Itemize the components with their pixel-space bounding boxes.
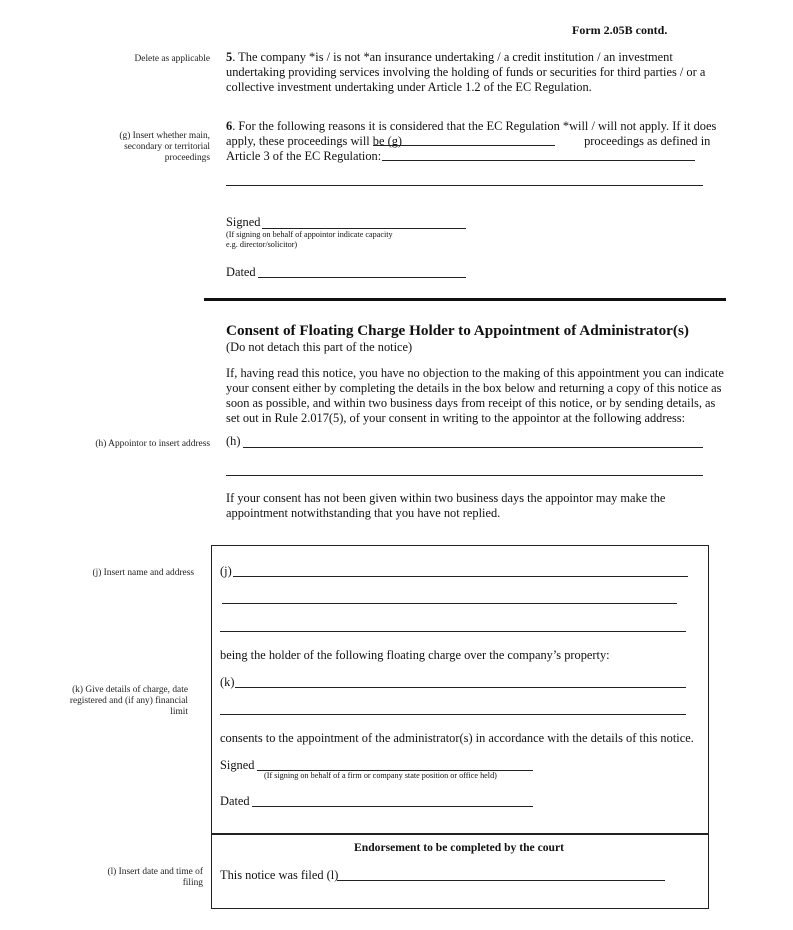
box-signed-label: Signed bbox=[220, 758, 255, 772]
section-5-line: undertaking providing services involving the holding of funds or securities for third parties / or a bbox=[226, 65, 706, 79]
consent-paragraph-line: set out in Rule 2.017(5), of your consent in writing to the appointor at the following address: bbox=[226, 411, 686, 425]
consent-deadline-note bbox=[226, 491, 665, 521]
consent-box bbox=[211, 545, 709, 835]
section-5-line: collective investment undertaking under Article 1.2 of the EC Regulation. bbox=[226, 80, 592, 94]
section-6-number: 6 bbox=[226, 119, 233, 133]
consent-paragraph-line: If, having read this notice, you have no objection to the making of this appointment you can indicate bbox=[226, 366, 724, 380]
appointor-signature-field[interactable] bbox=[262, 228, 466, 229]
margin-note-delete: Delete as applicable bbox=[134, 54, 210, 64]
proceedings-type-field[interactable] bbox=[373, 145, 555, 146]
charge-details-field[interactable] bbox=[235, 687, 686, 688]
margin-note-k-line: registered and (if any) financial bbox=[69, 696, 188, 706]
box-signed-note: (If signing on behalf of a firm or company state position or office held) bbox=[264, 771, 497, 780]
filing-datetime-field[interactable] bbox=[337, 880, 665, 881]
section-5-line: . The company *is / is not *an insurance undertaking / a credit institution / an investment bbox=[232, 50, 673, 64]
margin-note-g-line: secondary or territorial bbox=[124, 142, 210, 152]
h-label: (h) bbox=[226, 434, 241, 448]
holder-name-field[interactable] bbox=[233, 576, 688, 577]
section-divider bbox=[204, 298, 726, 301]
appointor-address-field[interactable] bbox=[243, 447, 703, 448]
consent-paragraph-line: soon as possible, and within two business days from receipt of this notice, or by sending details, as bbox=[226, 396, 716, 410]
signed-note bbox=[226, 230, 393, 250]
consent-subtitle: (Do not detach this part of the notice) bbox=[226, 340, 413, 354]
holder-text: being the holder of the following floating charge over the company’s property: bbox=[220, 648, 610, 662]
margin-note-k bbox=[40, 685, 188, 718]
charge-details-field-2[interactable] bbox=[220, 714, 686, 715]
box-dated-label: Dated bbox=[220, 794, 250, 808]
margin-note-l bbox=[40, 867, 203, 889]
margin-note-l-line: (l) Insert date and time of bbox=[107, 867, 203, 877]
margin-note-g bbox=[60, 131, 210, 164]
filed-label: This notice was filed (l) bbox=[220, 868, 339, 882]
signed-note-line: e.g. director/solicitor) bbox=[226, 240, 298, 249]
consent-deadline-line: appointment notwithstanding that you have not replied. bbox=[226, 506, 501, 520]
section-6-line: proceedings as defined in bbox=[584, 134, 711, 148]
margin-note-h: (h) Appointor to insert address bbox=[95, 439, 210, 449]
k-label: (k) bbox=[220, 675, 235, 689]
dated-label: Dated bbox=[226, 265, 256, 279]
margin-note-k-line: limit bbox=[170, 707, 188, 717]
margin-note-g-line: proceedings bbox=[164, 153, 210, 163]
margin-note-g-line: (g) Insert whether main, bbox=[119, 131, 210, 141]
regulation-reasons-field-2[interactable] bbox=[226, 185, 703, 186]
form-label: Form 2.05B contd. bbox=[572, 23, 668, 37]
consent-paragraph bbox=[226, 366, 746, 426]
consent-deadline-line: If your consent has not been given within two business days the appointor may make the bbox=[226, 491, 666, 505]
regulation-reasons-field[interactable] bbox=[382, 160, 695, 161]
signed-note-line: (If signing on behalf of appointor indicate capacity bbox=[226, 230, 393, 239]
holder-address-field-2[interactable] bbox=[220, 631, 686, 632]
section-6-line: Article 3 of the EC Regulation: bbox=[226, 149, 382, 163]
appointor-date-field[interactable] bbox=[258, 277, 466, 278]
consent-paragraph-line: your consent either by completing the details in the box below and returning a copy of this notice as bbox=[226, 381, 722, 395]
consent-title: Consent of Floating Charge Holder to Appointment of Administrator(s) bbox=[226, 322, 689, 339]
section-6 bbox=[226, 119, 746, 164]
endorsement-title: Endorsement to be completed by the court bbox=[354, 841, 564, 854]
margin-note-l-line: filing bbox=[182, 878, 203, 888]
section-6-line: apply, these proceedings will be (g) bbox=[226, 134, 403, 148]
section-5-number: 5 bbox=[226, 50, 233, 64]
section-5 bbox=[226, 50, 726, 95]
holder-address-field[interactable] bbox=[222, 603, 677, 604]
margin-note-j: (j) Insert name and address bbox=[92, 568, 194, 578]
margin-note-k-line: (k) Give details of charge, date bbox=[72, 685, 188, 695]
appointor-address-field-2[interactable] bbox=[226, 475, 703, 476]
j-label: (j) bbox=[220, 564, 232, 578]
section-6-line: . For the following reasons it is considered that the EC Regulation *will / will not apply. If it does bbox=[232, 119, 717, 133]
consents-text: consents to the appointment of the administrator(s) in accordance with the details of this notice. bbox=[220, 731, 694, 745]
signed-label: Signed bbox=[226, 215, 261, 229]
holder-date-field[interactable] bbox=[252, 806, 533, 807]
